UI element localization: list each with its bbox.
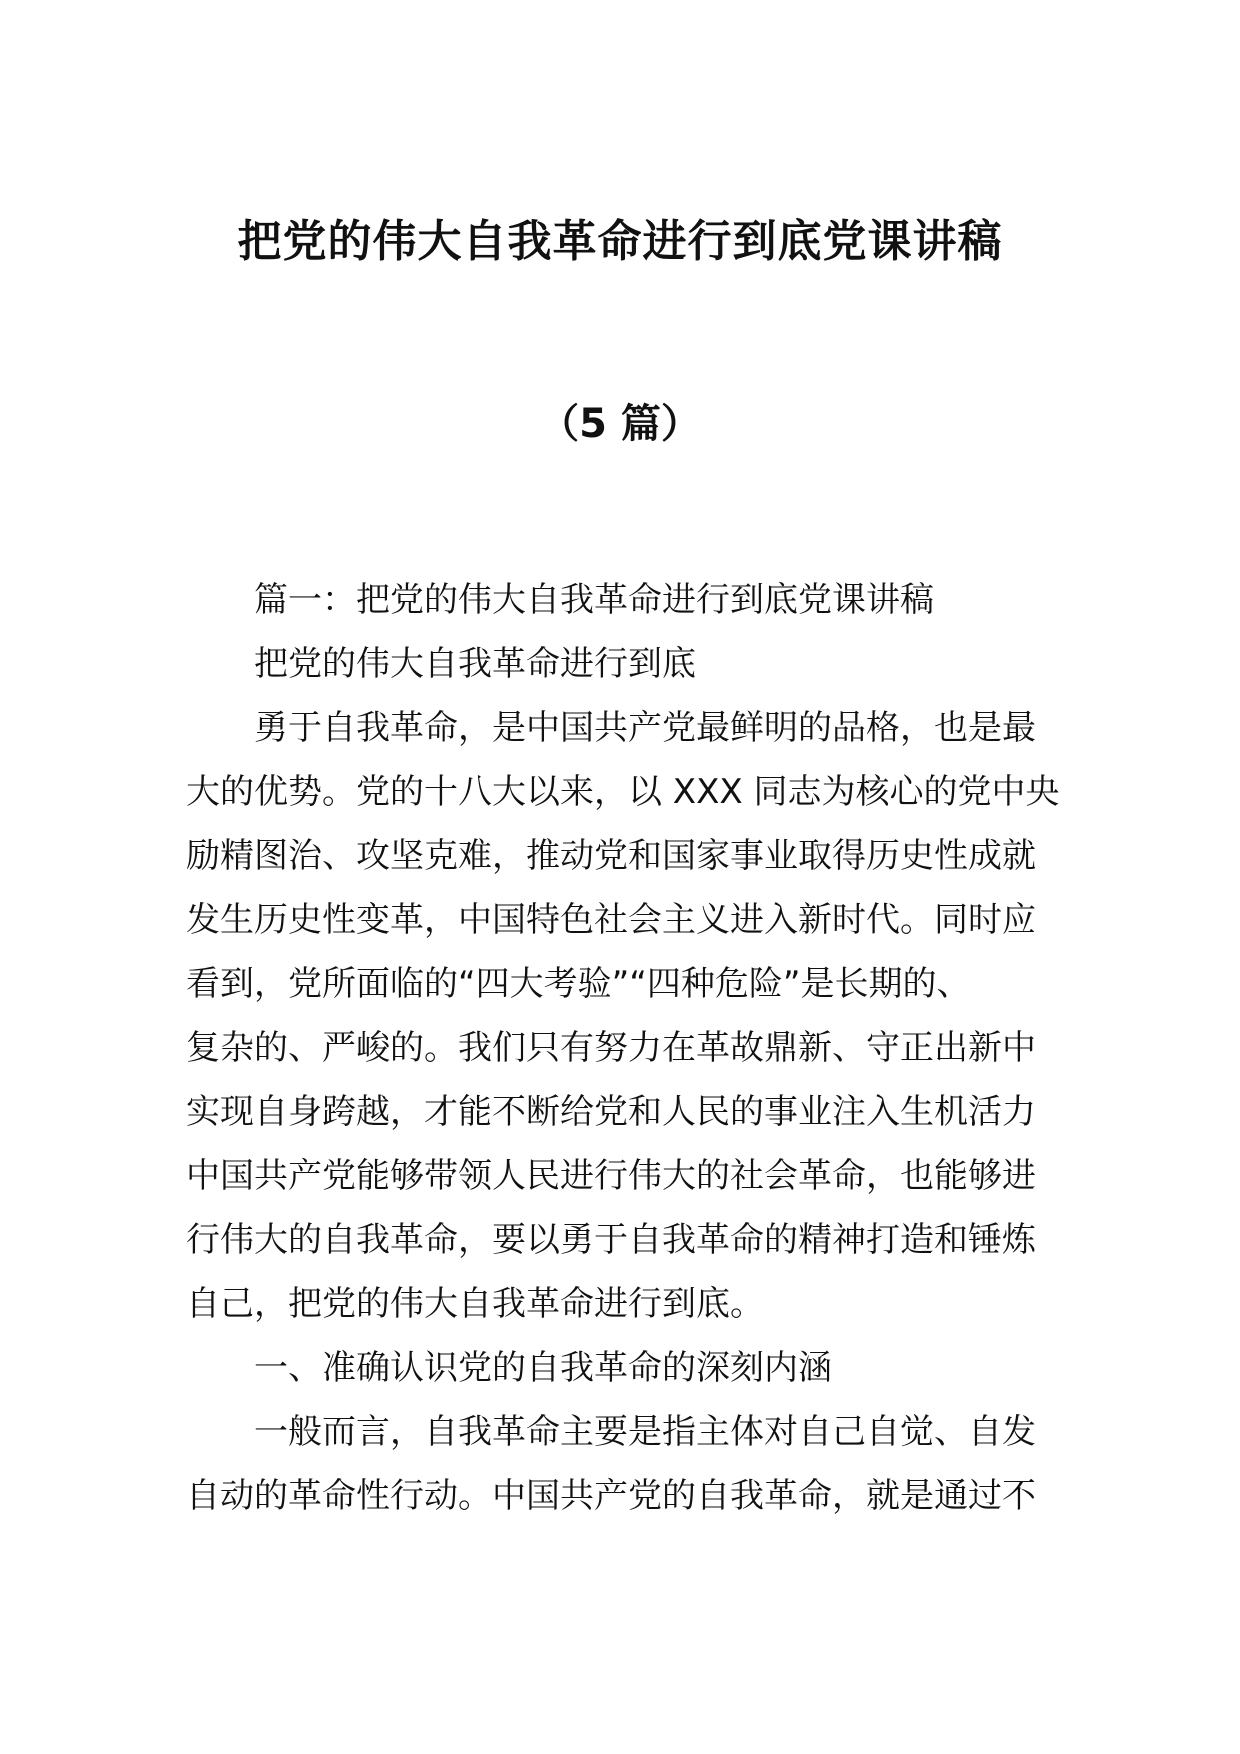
subsection-heading: 一、准确认识党的自我革命的深刻内涵	[254, 1348, 832, 1388]
paragraph-line: 实现自身跨越，才能不断给党和人民的事业注入生机活力	[186, 1092, 1036, 1132]
paragraph-line: 自己，把党的伟大自我革命进行到底。	[186, 1284, 764, 1324]
paragraph-line: 发生历史性变革，中国特色社会主义进入新时代。同时应	[186, 900, 1036, 940]
document-subtitle: （5 篇）	[539, 401, 701, 447]
document-title: 把党的伟大自我革命进行到底党课讲稿	[237, 216, 1003, 267]
section-heading: 篇一：把党的伟大自我革命进行到底党课讲稿	[254, 580, 934, 620]
paragraph-line: 行伟大的自我革命，要以勇于自我革命的精神打造和锤炼	[186, 1220, 1036, 1260]
document-body	[186, 568, 1060, 1528]
article-heading: 把党的伟大自我革命进行到底	[254, 644, 696, 684]
paragraph-line: 看到，党所面临的“四大考验”“四种危险”是长期的、	[186, 964, 971, 1004]
paragraph-line: 自动的革命性行动。中国共产党的自我革命，就是通过不	[186, 1476, 1036, 1516]
paragraph-line: 大的优势。党的十八大以来，以 XXX 同志为核心的党中央	[186, 772, 1060, 812]
paragraph-line: 一般而言，自我革命主要是指主体对自己自觉、自发	[254, 1412, 1036, 1452]
paragraph-line: 中国共产党能够带领人民进行伟大的社会革命，也能够进	[186, 1156, 1036, 1196]
paragraph-line: 勇于自我革命，是中国共产党最鲜明的品格，也是最	[254, 708, 1036, 748]
paragraph-line: 复杂的、严峻的。我们只有努力在革故鼎新、守正出新中	[186, 1028, 1036, 1068]
paragraph-line: 励精图治、攻坚克难，推动党和国家事业取得历史性成就	[186, 836, 1036, 876]
